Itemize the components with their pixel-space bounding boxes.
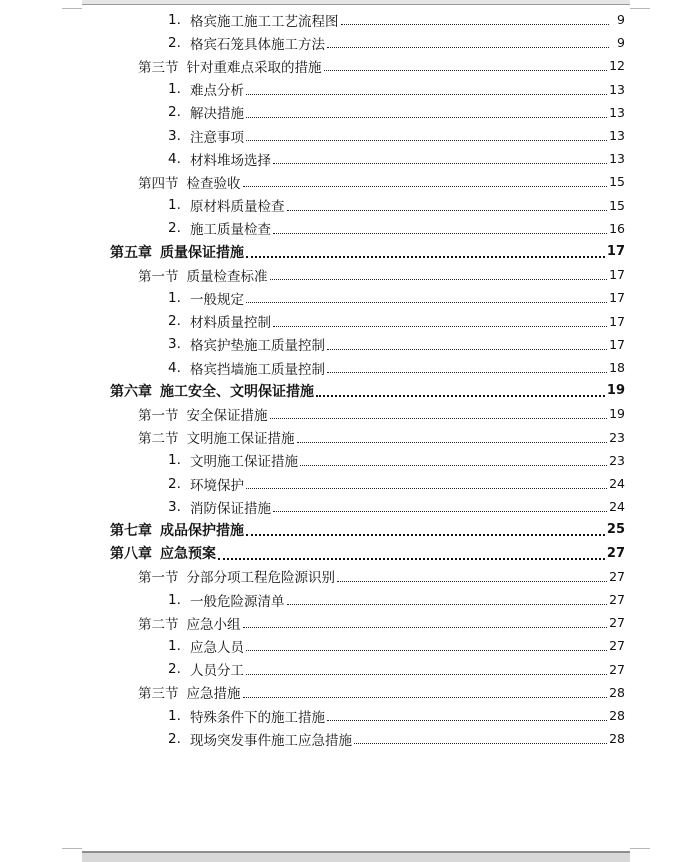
- toc-entry-number: 2.: [168, 220, 181, 237]
- toc-entry-item[interactable]: [0, 588, 625, 611]
- toc-page-number: 9: [617, 35, 625, 51]
- toc-dot-leader: [270, 417, 608, 419]
- toc-entry-title: 格宾护垫施工质量控制: [190, 338, 325, 355]
- toc-entry-chapter[interactable]: [0, 379, 625, 402]
- toc-entry-item[interactable]: [0, 124, 625, 147]
- toc-dot-leader: [246, 649, 607, 651]
- toc-entry-title: 材料堆场选择: [190, 152, 271, 169]
- crop-mark-bottom-right: [630, 848, 650, 849]
- toc-entry-number: 第四节: [138, 175, 179, 192]
- page-top-edge: [82, 0, 630, 5]
- toc-entry-title: 质量保证措施: [160, 244, 244, 261]
- toc-page-number: 12: [609, 58, 625, 74]
- toc-page-number: 24: [609, 499, 625, 515]
- toc-entry-number: 第三节: [138, 686, 179, 703]
- toc-entry-item[interactable]: [0, 147, 625, 170]
- toc-entry-section[interactable]: [0, 402, 625, 425]
- toc-dot-leader: [273, 325, 607, 327]
- toc-entry-number: 1.: [168, 81, 181, 98]
- toc-entry-number: 第八章: [110, 546, 152, 563]
- toc-entry-section[interactable]: [0, 681, 625, 704]
- toc-entry-number: 1.: [168, 289, 181, 306]
- toc-entry-item[interactable]: [0, 449, 625, 472]
- toc-page-number: 16: [609, 220, 625, 236]
- toc-entry-title: 材料质量控制: [190, 315, 271, 332]
- toc-dot-leader: [246, 673, 607, 675]
- toc-entry-section[interactable]: [0, 170, 625, 193]
- toc-entry-number: 4.: [168, 359, 181, 376]
- toc-entry-number: 2.: [168, 34, 181, 51]
- toc-page-number: 19: [609, 406, 625, 422]
- toc-dot-leader: [327, 46, 609, 48]
- toc-entry-item[interactable]: [0, 101, 625, 124]
- toc-entry-number: 1.: [168, 11, 181, 28]
- toc-dot-leader: [327, 371, 607, 373]
- toc-entry-title: 成品保护措施: [160, 522, 244, 539]
- toc-entry-section[interactable]: [0, 426, 625, 449]
- toc-page-number: 13: [609, 81, 625, 97]
- toc-entry-title: 分部分项工程危险源识别: [186, 570, 335, 587]
- toc-entry-number: 1.: [168, 637, 181, 654]
- toc-entry-number: 2.: [168, 475, 181, 492]
- toc-entry-section[interactable]: [0, 54, 625, 77]
- toc-dot-leader: [297, 441, 608, 443]
- toc-entry-title: 格宾施工施工工艺流程图: [190, 13, 339, 30]
- toc-entry-number: 1.: [168, 452, 181, 469]
- toc-entry-number: 第三节: [138, 59, 179, 76]
- toc-dot-leader: [246, 487, 607, 489]
- crop-mark-top-right: [630, 8, 650, 9]
- toc-entry-number: 第七章: [110, 522, 152, 539]
- toc-entry-number: 2.: [168, 313, 181, 330]
- toc-entry-title: 环境保护: [190, 477, 244, 494]
- toc-entry-chapter[interactable]: [0, 542, 625, 565]
- toc-entry-section[interactable]: [0, 263, 625, 286]
- toc-entry-title: 注意事项: [190, 129, 244, 146]
- toc-dot-leader: [243, 696, 608, 698]
- toc-entry-item[interactable]: [0, 310, 625, 333]
- toc-page-number: 17: [609, 336, 625, 352]
- toc-entry-title: 一般危险源清单: [190, 593, 285, 610]
- toc-entry-title: 文明施工保证措施: [190, 454, 298, 471]
- toc-dot-leader: [246, 255, 605, 258]
- toc-dot-leader: [246, 93, 607, 95]
- toc-dot-leader: [273, 510, 607, 512]
- toc-dot-leader: [246, 533, 605, 536]
- toc-dot-leader: [270, 278, 608, 280]
- toc-entry-number: 4.: [168, 150, 181, 167]
- toc-page-number: 19: [606, 383, 625, 399]
- toc-entry-title: 格宾挡墙施工质量控制: [190, 361, 325, 378]
- toc-entry-title: 应急人员: [190, 639, 244, 656]
- toc-dot-leader: [354, 742, 607, 744]
- toc-page-number: 18: [609, 360, 625, 375]
- toc-entry-number: 第一节: [138, 407, 179, 424]
- toc-page-number: 28: [609, 731, 625, 747]
- toc-entry-item[interactable]: [0, 31, 625, 54]
- toc-dot-leader: [246, 301, 607, 303]
- toc-dot-leader: [341, 23, 610, 25]
- toc-entry-title: 应急预案: [160, 546, 216, 563]
- toc-page-number: 17: [606, 244, 625, 259]
- toc-entry-item[interactable]: [0, 727, 625, 750]
- toc-page-number: 28: [609, 684, 625, 700]
- toc-entry-number: 3.: [168, 498, 181, 515]
- toc-dot-leader: [324, 69, 608, 71]
- toc-page-number: 23: [609, 429, 625, 445]
- toc-entry-number: 第二节: [138, 431, 179, 448]
- toc-entry-number: 3.: [168, 336, 181, 353]
- toc-dot-leader: [316, 394, 605, 397]
- toc-entry-title: 应急小组: [186, 616, 241, 633]
- toc-entry-item[interactable]: [0, 286, 625, 309]
- toc-dot-leader: [273, 232, 607, 234]
- toc-page-number: 17: [609, 267, 625, 283]
- toc-entry-number: 第五章: [110, 244, 152, 261]
- toc-entry-number: 2.: [168, 104, 181, 121]
- toc-entry-number: 第二节: [138, 616, 179, 633]
- toc-entry-number: 1.: [168, 591, 181, 608]
- toc-entry-title: 安全保证措施: [186, 407, 268, 424]
- toc-page-number: 27: [609, 661, 625, 677]
- toc-entry-title: 针对重难点采取的措施: [186, 59, 322, 76]
- toc-dot-leader: [327, 348, 607, 350]
- toc-entry-chapter[interactable]: [0, 518, 625, 541]
- toc-entry-item[interactable]: [0, 658, 625, 681]
- toc-page-number: 24: [609, 476, 625, 491]
- toc-entry-chapter[interactable]: [0, 240, 625, 263]
- toc-page-number: 17: [609, 290, 625, 306]
- toc-page-number: 27: [609, 568, 625, 584]
- toc-page-number: 27: [609, 638, 625, 654]
- toc-entry-item[interactable]: [0, 634, 625, 657]
- toc-dot-leader: [273, 162, 607, 164]
- toc-page-number: 28: [609, 708, 625, 723]
- toc-page-number: 15: [609, 174, 625, 190]
- toc-entry-title: 现场突发事件施工应急措施: [190, 732, 352, 749]
- toc-entry-title: 一般规定: [190, 291, 244, 308]
- page-bottom-edge: [82, 851, 630, 862]
- toc-page-number: 13: [609, 151, 625, 167]
- toc-entry-item[interactable]: [0, 704, 625, 727]
- toc-entry-title: 难点分析: [190, 83, 244, 100]
- toc-entry-number: 1.: [168, 707, 181, 724]
- toc-page-number: 17: [609, 313, 625, 329]
- toc-entry-item[interactable]: [0, 495, 625, 518]
- toc-entry-number: 1.: [168, 197, 181, 214]
- toc-dot-leader: [246, 116, 607, 118]
- toc-dot-leader: [287, 603, 608, 605]
- toc-page-number: 27: [609, 592, 625, 607]
- toc-entry-item[interactable]: [0, 217, 625, 240]
- toc-entry-section[interactable]: [0, 565, 625, 588]
- toc-entry-number: 2.: [168, 661, 181, 678]
- toc-dot-leader: [218, 557, 605, 560]
- toc-entry-item[interactable]: [0, 8, 625, 31]
- toc-entry-number: 第一节: [138, 268, 179, 285]
- toc-entry-section[interactable]: [0, 611, 625, 634]
- toc-entry-title: 应急措施: [186, 686, 241, 703]
- toc-entry-title: 施工质量检查: [190, 222, 271, 239]
- toc-page-number: 23: [609, 452, 625, 468]
- toc-dot-leader: [337, 580, 607, 582]
- crop-mark-bottom-left: [62, 848, 82, 849]
- toc-entry-number: 第一节: [138, 570, 179, 587]
- toc-page-number: 27: [606, 545, 625, 561]
- toc-entry-number: 2.: [168, 730, 181, 747]
- toc-dot-leader: [243, 626, 608, 628]
- toc-page-number: 13: [609, 128, 625, 143]
- toc-entry-title: 消防保证措施: [190, 500, 271, 517]
- toc-entry-title: 格宾石笼具体施工方法: [190, 36, 325, 53]
- toc-page-number: 27: [609, 615, 625, 631]
- toc-page-number: 15: [609, 197, 625, 213]
- toc-entry-number: 3.: [168, 127, 181, 144]
- toc-entry-title: 特殊条件下的施工措施: [190, 709, 325, 726]
- toc-entry-title: 人员分工: [190, 663, 244, 680]
- toc-entry-item[interactable]: [0, 472, 625, 495]
- toc-entry-title: 文明施工保证措施: [186, 431, 295, 448]
- toc-entry-title: 原材料质量检查: [190, 199, 285, 216]
- toc-entry-item[interactable]: [0, 356, 625, 379]
- toc-dot-leader: [300, 464, 607, 466]
- toc-dot-leader: [327, 719, 607, 721]
- toc-page-number: 25: [606, 522, 625, 538]
- toc-entry-title: 质量检查标准: [186, 268, 268, 285]
- toc-entry-item[interactable]: [0, 333, 625, 356]
- toc-dot-leader: [243, 185, 608, 187]
- toc-entry-title: 施工安全、文明保证措施: [160, 383, 314, 400]
- toc-dot-leader: [246, 139, 607, 141]
- toc-page-number: 13: [609, 104, 625, 120]
- toc-entry-number: 第六章: [110, 383, 152, 400]
- toc-entry-item[interactable]: [0, 78, 625, 101]
- toc-dot-leader: [287, 209, 608, 211]
- toc-entry-title: 检查验收: [186, 175, 241, 192]
- toc-entry-title: 解决措施: [190, 106, 244, 123]
- toc-page-number: 9: [617, 12, 625, 27]
- toc-entry-item[interactable]: [0, 194, 625, 217]
